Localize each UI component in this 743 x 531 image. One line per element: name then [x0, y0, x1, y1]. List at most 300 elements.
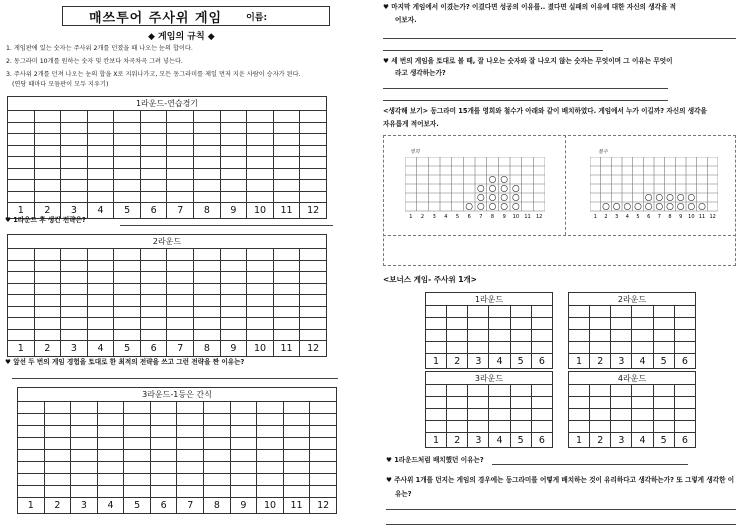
board-cell[interactable] — [124, 414, 151, 426]
board-cell[interactable] — [569, 385, 590, 397]
board-cell[interactable] — [632, 397, 653, 409]
board-cell[interactable] — [194, 306, 221, 318]
board-cell[interactable] — [61, 191, 88, 203]
board-cell[interactable] — [140, 122, 167, 134]
board-cell[interactable] — [177, 438, 204, 450]
board-cell[interactable] — [71, 474, 98, 486]
board-cell[interactable] — [61, 168, 88, 180]
board-cell[interactable] — [247, 272, 274, 284]
board-cell[interactable] — [653, 342, 674, 354]
board-cell[interactable] — [531, 306, 552, 318]
board-cell[interactable] — [611, 421, 632, 433]
board-cell[interactable] — [653, 330, 674, 342]
board-cell[interactable] — [167, 191, 194, 203]
board-cell[interactable] — [140, 249, 167, 261]
board-cell[interactable] — [273, 318, 300, 330]
board-cell[interactable] — [468, 318, 489, 330]
board-cell[interactable] — [273, 283, 300, 295]
board-cell[interactable] — [44, 426, 71, 438]
board-cell[interactable] — [247, 329, 274, 341]
board-cell[interactable] — [230, 426, 257, 438]
board-cell[interactable] — [8, 122, 35, 134]
board-cell[interactable] — [194, 295, 221, 307]
board-cell[interactable] — [34, 168, 61, 180]
board-cell[interactable] — [257, 414, 284, 426]
board-cell[interactable] — [310, 474, 337, 486]
board-cell[interactable] — [167, 122, 194, 134]
board-cell[interactable] — [124, 450, 151, 462]
board-cell[interactable] — [230, 438, 257, 450]
board-cell[interactable] — [18, 438, 45, 450]
board-cell[interactable] — [140, 145, 167, 157]
board-cell[interactable] — [220, 134, 247, 146]
board-cell[interactable] — [220, 283, 247, 295]
board-cell[interactable] — [18, 462, 45, 474]
board-cell[interactable] — [87, 249, 114, 261]
board-cell[interactable] — [220, 249, 247, 261]
board-cell[interactable] — [273, 191, 300, 203]
board-cell[interactable] — [167, 249, 194, 261]
board-cell[interactable] — [177, 426, 204, 438]
board-cell[interactable] — [177, 414, 204, 426]
board-cell[interactable] — [632, 306, 653, 318]
board-cell[interactable] — [220, 295, 247, 307]
answer-line[interactable] — [12, 378, 338, 379]
board-cell[interactable] — [674, 421, 695, 433]
board-cell[interactable] — [124, 486, 151, 498]
board-cell[interactable] — [140, 260, 167, 272]
board-cell[interactable] — [220, 145, 247, 157]
board-cell[interactable] — [510, 421, 531, 433]
board-cell[interactable] — [310, 462, 337, 474]
board-cell[interactable] — [632, 318, 653, 330]
board-cell[interactable] — [230, 462, 257, 474]
board-cell[interactable] — [247, 283, 274, 295]
board-cell[interactable] — [569, 318, 590, 330]
board-cell[interactable] — [87, 272, 114, 284]
board-cell[interactable] — [194, 122, 221, 134]
board-cell[interactable] — [61, 260, 88, 272]
board-cell[interactable] — [140, 180, 167, 192]
board-cell[interactable] — [167, 157, 194, 169]
board-cell[interactable] — [204, 474, 231, 486]
board-cell[interactable] — [97, 426, 124, 438]
board-cell[interactable] — [247, 180, 274, 192]
board-cell[interactable] — [447, 385, 468, 397]
board-cell[interactable] — [468, 397, 489, 409]
board-cell[interactable] — [489, 397, 510, 409]
board-cell[interactable] — [273, 306, 300, 318]
board-cell[interactable] — [150, 402, 177, 414]
board-cell[interactable] — [220, 329, 247, 341]
board-cell[interactable] — [114, 249, 141, 261]
board-cell[interactable] — [18, 486, 45, 498]
board-cell[interactable] — [283, 462, 310, 474]
board-cell[interactable] — [114, 329, 141, 341]
board-cell[interactable] — [71, 462, 98, 474]
board-cell[interactable] — [247, 145, 274, 157]
board-cell[interactable] — [97, 402, 124, 414]
board-cell[interactable] — [140, 306, 167, 318]
board-cell[interactable] — [611, 330, 632, 342]
board-cell[interactable] — [8, 191, 35, 203]
board-cell[interactable] — [273, 295, 300, 307]
board-cell[interactable] — [489, 421, 510, 433]
board-cell[interactable] — [114, 168, 141, 180]
board-cell[interactable] — [632, 330, 653, 342]
board-cell[interactable] — [447, 397, 468, 409]
answer-line[interactable] — [386, 509, 736, 510]
board-cell[interactable] — [177, 450, 204, 462]
board-cell[interactable] — [114, 260, 141, 272]
board-cell[interactable] — [177, 486, 204, 498]
board-cell[interactable] — [177, 402, 204, 414]
board-cell[interactable] — [674, 318, 695, 330]
board-cell[interactable] — [447, 306, 468, 318]
board-cell[interactable] — [426, 421, 447, 433]
board-cell[interactable] — [87, 191, 114, 203]
board-cell[interactable] — [150, 474, 177, 486]
board-cell[interactable] — [114, 145, 141, 157]
board-cell[interactable] — [283, 450, 310, 462]
board-cell[interactable] — [531, 397, 552, 409]
answer-line[interactable] — [383, 38, 736, 39]
board-cell[interactable] — [34, 306, 61, 318]
board-cell[interactable] — [247, 191, 274, 203]
board-cell[interactable] — [300, 134, 327, 146]
board-cell[interactable] — [674, 306, 695, 318]
board-cell[interactable] — [489, 330, 510, 342]
board-cell[interactable] — [34, 191, 61, 203]
board-cell[interactable] — [97, 474, 124, 486]
board-cell[interactable] — [273, 145, 300, 157]
board-cell[interactable] — [590, 342, 611, 354]
board-cell[interactable] — [97, 414, 124, 426]
board-cell[interactable] — [114, 295, 141, 307]
board-cell[interactable] — [150, 414, 177, 426]
board-cell[interactable] — [204, 414, 231, 426]
board-cell[interactable] — [510, 318, 531, 330]
board-cell[interactable] — [611, 397, 632, 409]
board-cell[interactable] — [426, 318, 447, 330]
board-cell[interactable] — [61, 157, 88, 169]
board-cell[interactable] — [204, 450, 231, 462]
board-cell[interactable] — [510, 385, 531, 397]
board-cell[interactable] — [87, 134, 114, 146]
board-cell[interactable] — [310, 486, 337, 498]
board-cell[interactable] — [8, 272, 35, 284]
board-cell[interactable] — [300, 191, 327, 203]
board-cell[interactable] — [8, 157, 35, 169]
board-cell[interactable] — [34, 180, 61, 192]
board-cell[interactable] — [194, 168, 221, 180]
board-cell[interactable] — [87, 295, 114, 307]
board-cell[interactable] — [150, 462, 177, 474]
board-cell[interactable] — [510, 409, 531, 421]
board-cell[interactable] — [114, 111, 141, 123]
board-cell[interactable] — [61, 306, 88, 318]
board-cell[interactable] — [204, 462, 231, 474]
board-cell[interactable] — [247, 306, 274, 318]
board-cell[interactable] — [71, 438, 98, 450]
board-cell[interactable] — [34, 134, 61, 146]
board-cell[interactable] — [124, 426, 151, 438]
board-cell[interactable] — [300, 145, 327, 157]
board-cell[interactable] — [468, 330, 489, 342]
board-cell[interactable] — [114, 318, 141, 330]
board-cell[interactable] — [204, 486, 231, 498]
board-cell[interactable] — [34, 295, 61, 307]
board-cell[interactable] — [273, 111, 300, 123]
board-cell[interactable] — [124, 474, 151, 486]
board-cell[interactable] — [426, 330, 447, 342]
board-cell[interactable] — [310, 426, 337, 438]
answer-line[interactable] — [492, 464, 688, 465]
board-cell[interactable] — [230, 414, 257, 426]
board-cell[interactable] — [674, 342, 695, 354]
board-cell[interactable] — [8, 145, 35, 157]
board-cell[interactable] — [674, 385, 695, 397]
board-cell[interactable] — [87, 180, 114, 192]
board-cell[interactable] — [34, 260, 61, 272]
board-cell[interactable] — [273, 134, 300, 146]
board-cell[interactable] — [8, 134, 35, 146]
board-cell[interactable] — [590, 318, 611, 330]
board-cell[interactable] — [18, 474, 45, 486]
board-cell[interactable] — [611, 318, 632, 330]
board-cell[interactable] — [204, 402, 231, 414]
board-cell[interactable] — [257, 438, 284, 450]
board-cell[interactable] — [194, 145, 221, 157]
board-cell[interactable] — [44, 486, 71, 498]
board-cell[interactable] — [220, 122, 247, 134]
board-cell[interactable] — [569, 409, 590, 421]
board-cell[interactable] — [257, 426, 284, 438]
board-cell[interactable] — [426, 306, 447, 318]
board-cell[interactable] — [167, 306, 194, 318]
board-cell[interactable] — [247, 168, 274, 180]
board-cell[interactable] — [87, 306, 114, 318]
board-cell[interactable] — [114, 283, 141, 295]
board-cell[interactable] — [310, 402, 337, 414]
board-cell[interactable] — [71, 450, 98, 462]
board-cell[interactable] — [632, 421, 653, 433]
answer-line[interactable] — [383, 100, 668, 101]
board-cell[interactable] — [510, 330, 531, 342]
board-cell[interactable] — [44, 402, 71, 414]
board-cell[interactable] — [531, 385, 552, 397]
board-cell[interactable] — [44, 450, 71, 462]
board-cell[interactable] — [300, 157, 327, 169]
board-cell[interactable] — [230, 402, 257, 414]
board-cell[interactable] — [220, 157, 247, 169]
board-cell[interactable] — [283, 414, 310, 426]
board-cell[interactable] — [489, 385, 510, 397]
board-cell[interactable] — [300, 260, 327, 272]
board-cell[interactable] — [310, 450, 337, 462]
board-cell[interactable] — [590, 306, 611, 318]
board-cell[interactable] — [124, 438, 151, 450]
board-cell[interactable] — [97, 450, 124, 462]
board-cell[interactable] — [283, 402, 310, 414]
board-cell[interactable] — [8, 283, 35, 295]
board-cell[interactable] — [468, 306, 489, 318]
board-cell[interactable] — [8, 249, 35, 261]
board-cell[interactable] — [247, 157, 274, 169]
board-cell[interactable] — [300, 318, 327, 330]
board-cell[interactable] — [167, 111, 194, 123]
board-cell[interactable] — [34, 145, 61, 157]
board-cell[interactable] — [44, 414, 71, 426]
board-cell[interactable] — [18, 414, 45, 426]
board-cell[interactable] — [204, 438, 231, 450]
board-cell[interactable] — [167, 145, 194, 157]
board-cell[interactable] — [510, 342, 531, 354]
board-cell[interactable] — [531, 342, 552, 354]
board-cell[interactable] — [590, 385, 611, 397]
board-cell[interactable] — [44, 462, 71, 474]
board-cell[interactable] — [300, 111, 327, 123]
board-cell[interactable] — [124, 402, 151, 414]
board-cell[interactable] — [87, 329, 114, 341]
board-cell[interactable] — [531, 330, 552, 342]
board-cell[interactable] — [87, 157, 114, 169]
board-cell[interactable] — [569, 421, 590, 433]
board-cell[interactable] — [61, 318, 88, 330]
board-cell[interactable] — [300, 249, 327, 261]
board-cell[interactable] — [426, 409, 447, 421]
board-cell[interactable] — [489, 342, 510, 354]
board-cell[interactable] — [71, 426, 98, 438]
board-cell[interactable] — [283, 438, 310, 450]
board-cell[interactable] — [194, 283, 221, 295]
board-cell[interactable] — [468, 385, 489, 397]
board-cell[interactable] — [140, 272, 167, 284]
board-cell[interactable] — [61, 122, 88, 134]
board-cell[interactable] — [140, 191, 167, 203]
board-cell[interactable] — [531, 409, 552, 421]
board-cell[interactable] — [140, 318, 167, 330]
board-cell[interactable] — [220, 318, 247, 330]
board-cell[interactable] — [194, 329, 221, 341]
board-cell[interactable] — [61, 283, 88, 295]
board-cell[interactable] — [300, 122, 327, 134]
board-cell[interactable] — [569, 306, 590, 318]
board-cell[interactable] — [220, 111, 247, 123]
board-cell[interactable] — [150, 438, 177, 450]
board-cell[interactable] — [247, 122, 274, 134]
board-cell[interactable] — [632, 409, 653, 421]
board-cell[interactable] — [194, 191, 221, 203]
board-cell[interactable] — [150, 486, 177, 498]
board-cell[interactable] — [167, 329, 194, 341]
board-cell[interactable] — [611, 385, 632, 397]
board-cell[interactable] — [300, 295, 327, 307]
board-cell[interactable] — [489, 409, 510, 421]
board-cell[interactable] — [447, 342, 468, 354]
board-cell[interactable] — [273, 180, 300, 192]
board-cell[interactable] — [140, 168, 167, 180]
board-cell[interactable] — [468, 421, 489, 433]
answer-line[interactable] — [383, 88, 668, 89]
board-cell[interactable] — [247, 318, 274, 330]
board-cell[interactable] — [257, 450, 284, 462]
board-cell[interactable] — [468, 342, 489, 354]
board-cell[interactable] — [114, 306, 141, 318]
board-cell[interactable] — [8, 318, 35, 330]
board-cell[interactable] — [150, 426, 177, 438]
board-cell[interactable] — [300, 180, 327, 192]
board-cell[interactable] — [8, 295, 35, 307]
answer-line[interactable] — [386, 524, 736, 525]
board-cell[interactable] — [61, 145, 88, 157]
board-cell[interactable] — [273, 272, 300, 284]
board-cell[interactable] — [61, 111, 88, 123]
board-cell[interactable] — [140, 134, 167, 146]
board-cell[interactable] — [273, 157, 300, 169]
board-cell[interactable] — [71, 486, 98, 498]
board-cell[interactable] — [510, 306, 531, 318]
board-cell[interactable] — [257, 462, 284, 474]
board-cell[interactable] — [283, 426, 310, 438]
board-cell[interactable] — [247, 249, 274, 261]
board-cell[interactable] — [194, 157, 221, 169]
board-cell[interactable] — [114, 134, 141, 146]
board-cell[interactable] — [34, 157, 61, 169]
board-cell[interactable] — [204, 426, 231, 438]
board-cell[interactable] — [489, 318, 510, 330]
board-cell[interactable] — [8, 306, 35, 318]
board-cell[interactable] — [18, 402, 45, 414]
board-cell[interactable] — [300, 272, 327, 284]
board-cell[interactable] — [283, 486, 310, 498]
board-cell[interactable] — [87, 122, 114, 134]
board-cell[interactable] — [447, 421, 468, 433]
board-cell[interactable] — [61, 272, 88, 284]
board-cell[interactable] — [34, 122, 61, 134]
board-cell[interactable] — [426, 385, 447, 397]
board-cell[interactable] — [653, 421, 674, 433]
board-cell[interactable] — [194, 260, 221, 272]
board-cell[interactable] — [44, 474, 71, 486]
board-cell[interactable] — [34, 249, 61, 261]
board-cell[interactable] — [300, 168, 327, 180]
board-cell[interactable] — [97, 486, 124, 498]
board-cell[interactable] — [273, 122, 300, 134]
board-cell[interactable] — [44, 438, 71, 450]
board-cell[interactable] — [61, 295, 88, 307]
board-cell[interactable] — [140, 295, 167, 307]
board-cell[interactable] — [150, 450, 177, 462]
board-cell[interactable] — [447, 330, 468, 342]
board-cell[interactable] — [531, 421, 552, 433]
board-cell[interactable] — [531, 318, 552, 330]
board-cell[interactable] — [300, 329, 327, 341]
board-cell[interactable] — [273, 329, 300, 341]
board-cell[interactable] — [220, 306, 247, 318]
board-cell[interactable] — [87, 283, 114, 295]
board-cell[interactable] — [569, 342, 590, 354]
board-cell[interactable] — [8, 260, 35, 272]
board-cell[interactable] — [220, 272, 247, 284]
board-cell[interactable] — [674, 330, 695, 342]
board-cell[interactable] — [674, 397, 695, 409]
board-cell[interactable] — [87, 111, 114, 123]
board-cell[interactable] — [569, 397, 590, 409]
board-cell[interactable] — [87, 318, 114, 330]
board-cell[interactable] — [140, 157, 167, 169]
board-cell[interactable] — [194, 272, 221, 284]
